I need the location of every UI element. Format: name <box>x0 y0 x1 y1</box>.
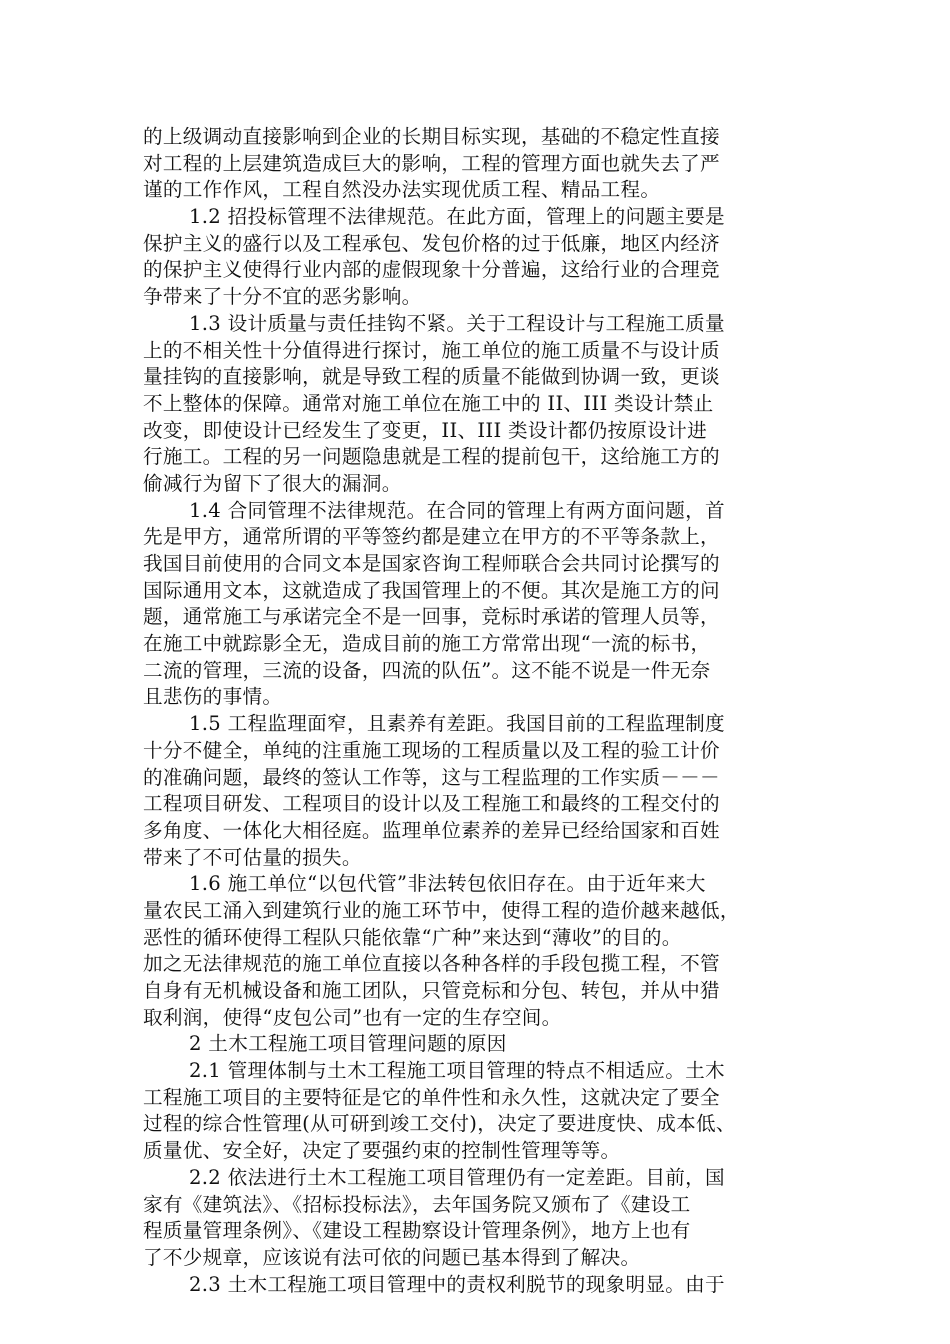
text-line: 题，通常施工与承诺完全不是一回事，竞标时承诺的管理人员等， <box>143 605 720 629</box>
text-line: 带来了不可估量的损失。 <box>143 845 362 869</box>
text-line: 恶性的循环使得工程队只能依靠“广种”来达到“薄收”的目的。 <box>143 925 682 949</box>
text-line: 我国目前使用的合同文本是国家咨询工程师联合会共同讨论撰写的 <box>143 552 720 575</box>
text-line: 保护主义的盛行以及工程承包、发包价格的过于低廉，地区内经济 <box>143 231 720 255</box>
text-line: 国际通用文本，这就造成了我国管理上的不便。其次是施工方的问 <box>143 578 720 602</box>
text-line: 1.5 工程监理面窄，且素养有差距。我国目前的工程监理制度 <box>189 712 725 736</box>
text-line: 1.3 设计质量与责任挂钩不紧。关于工程设计与工程施工质量 <box>189 311 725 335</box>
text-line: 的保护主义使得行业内部的虚假现象十分普遍，这给行业的合理竞 <box>143 258 720 282</box>
text-line: 加之无法律规范的施工单位直接以各种各样的手段包揽工程，不管 <box>143 952 720 976</box>
text-line: 的上级调动直接影响到企业的长期目标实现，基础的不稳定性直接 <box>143 125 720 148</box>
text-line: 2.1 管理体制与土木工程施工项目管理的特点不相适应。土木 <box>189 1059 725 1083</box>
text-line: 谨的工作作风，工程自然没办法实现优质工程、精品工程。 <box>143 178 661 202</box>
text-line: 家有《建筑法》、《招标投标法》，去年国务院又颁布了《建设工 <box>143 1192 691 1216</box>
text-line: 质量优、安全好，决定了要强约束的控制性管理等等。 <box>143 1139 621 1163</box>
text-line: 不上整体的保障。通常对施工单位在施工中的 II、III 类设计禁止 <box>143 391 714 415</box>
text-line: 先是甲方，通常所谓的平等签约都是建立在甲方的不平等条款上， <box>143 525 720 549</box>
text-line: 争带来了十分不宜的恶劣影响。 <box>143 285 422 309</box>
text-line: 工程施工项目的主要特征是它的单件性和永久性，这就决定了要全 <box>143 1085 720 1109</box>
text-line: 2 土木工程施工项目管理问题的原因 <box>189 1032 507 1056</box>
text-line: 十分不健全，单纯的注重施工现场的工程质量以及工程的验工计价 <box>143 738 720 762</box>
text-line: 量挂钩的直接影响，就是导致工程的质量不能做到协调一致，更谈 <box>143 365 720 389</box>
text-line: 上的不相关性十分值得进行探讨，施工单位的施工质量不与设计质 <box>143 338 720 362</box>
text-line: 了不少规章，应该说有法可依的问题已基本得到了解决。 <box>143 1245 641 1269</box>
text-line: 1.6 施工单位“以包代管”非法转包依旧存在。由于近年来大 <box>189 872 706 896</box>
text-line: 自身有无机械设备和施工团队，只管竞标和分包、转包，并从中猎 <box>143 979 720 1002</box>
text-line: 对工程的上层建筑造成巨大的影响，工程的管理方面也就失去了严 <box>143 151 720 175</box>
text-line: 且悲伤的事情。 <box>143 685 283 709</box>
text-line: 行施工。工程的另一问题隐患就是工程的提前包干，这给施工方的 <box>143 445 720 469</box>
text-line: 1.4 合同管理不法律规范。在合同的管理上有两方面问题，首 <box>189 498 725 522</box>
text-line: 偷减行为留下了很大的漏洞。 <box>143 471 402 495</box>
text-line: 程质量管理条例》、《建设工程勘察设计管理条例》，地方上也有 <box>143 1219 691 1243</box>
text-line: 2.3 土木工程施工项目管理中的责权利脱节的现象明显。由于 <box>189 1272 725 1296</box>
text-line: 过程的综合性管理(从可研到竣工交付)，决定了要进度快、成本低、 <box>143 1112 736 1136</box>
text-line: 1.2 招投标管理不法律规范。在此方面，管理上的问题主要是 <box>189 205 725 229</box>
text-line: 2.2 依法进行土木工程施工项目管理仍有一定差距。目前，国 <box>189 1165 725 1189</box>
text-line: 二流的管理，三流的设备，四流的队伍”。这不能不说是一件无奈 <box>143 658 711 682</box>
text-line: 取利润，使得“皮包公司”也有一定的生存空间。 <box>143 1005 562 1029</box>
text-line: 多角度、一体化大相径庭。监理单位素养的差异已经给国家和百姓 <box>143 818 720 842</box>
text-line: 的准确问题，最终的签认工作等，这与工程监理的工作实质－－－ <box>143 765 720 789</box>
text-line: 在施工中就踪影全无，造成目前的施工方常常出现“一流的标书， <box>143 632 711 656</box>
text-line: 工程项目研发、工程项目的设计以及工程施工和最终的工程交付的 <box>143 792 720 816</box>
text-line: 量农民工涌入到建筑行业的施工环节中，使得工程的造价越来越低， <box>143 898 740 922</box>
text-line: 改变，即使设计已经发生了变更，II、III 类设计都仍按原设计进 <box>143 418 707 442</box>
document-body <box>143 124 808 1298</box>
